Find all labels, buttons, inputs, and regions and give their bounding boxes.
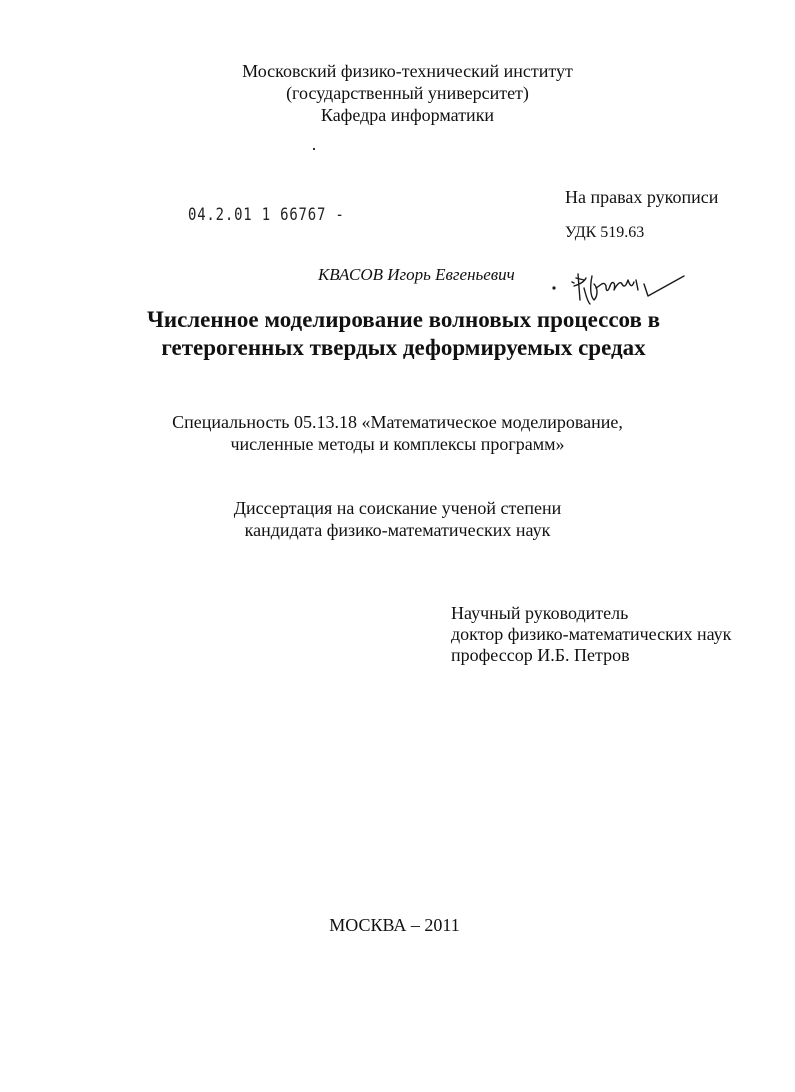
title-line-1: Численное моделирование волновых процессов в bbox=[146, 307, 661, 332]
rights-notice: На правах рукописи bbox=[565, 187, 719, 207]
degree-line-1: Диссертация на соискание ученой степени bbox=[233, 498, 562, 518]
degree-line-2: кандидата физико-математических наук bbox=[244, 520, 551, 540]
advisor-degree: доктор физико-математических наук bbox=[451, 624, 732, 644]
specialty-line-2: численные методы и комплексы программ» bbox=[230, 434, 565, 454]
library-stamp-number: 04.2.01 1 66767 - bbox=[188, 205, 345, 225]
advisor-name: профессор И.Б. Петров bbox=[451, 645, 630, 665]
specialty-block bbox=[0, 411, 795, 455]
institution-header bbox=[10, 60, 795, 126]
institution-name: Московский физико-технический институт bbox=[242, 61, 573, 81]
advisor-block bbox=[451, 603, 731, 666]
institution-status: (государственный университет) bbox=[286, 83, 529, 103]
udk-code: УДК 519.63 bbox=[565, 224, 645, 241]
scan-speck bbox=[313, 148, 315, 150]
advisor-role: Научный руководитель bbox=[451, 603, 629, 623]
author-name: КВАСОВ Игорь Евгеньевич bbox=[318, 265, 515, 284]
city-year: МОСКВА – 2011 bbox=[329, 915, 460, 935]
dissertation-title bbox=[6, 306, 795, 362]
degree-block bbox=[0, 497, 795, 541]
specialty-line-1: Специальность 05.13.18 «Математическое моделирование, bbox=[172, 412, 623, 432]
department-name: Кафедра информатики bbox=[320, 105, 495, 125]
signature-icon bbox=[548, 266, 688, 308]
title-line-2: гетерогенных твердых деформируемых средах bbox=[161, 335, 646, 360]
